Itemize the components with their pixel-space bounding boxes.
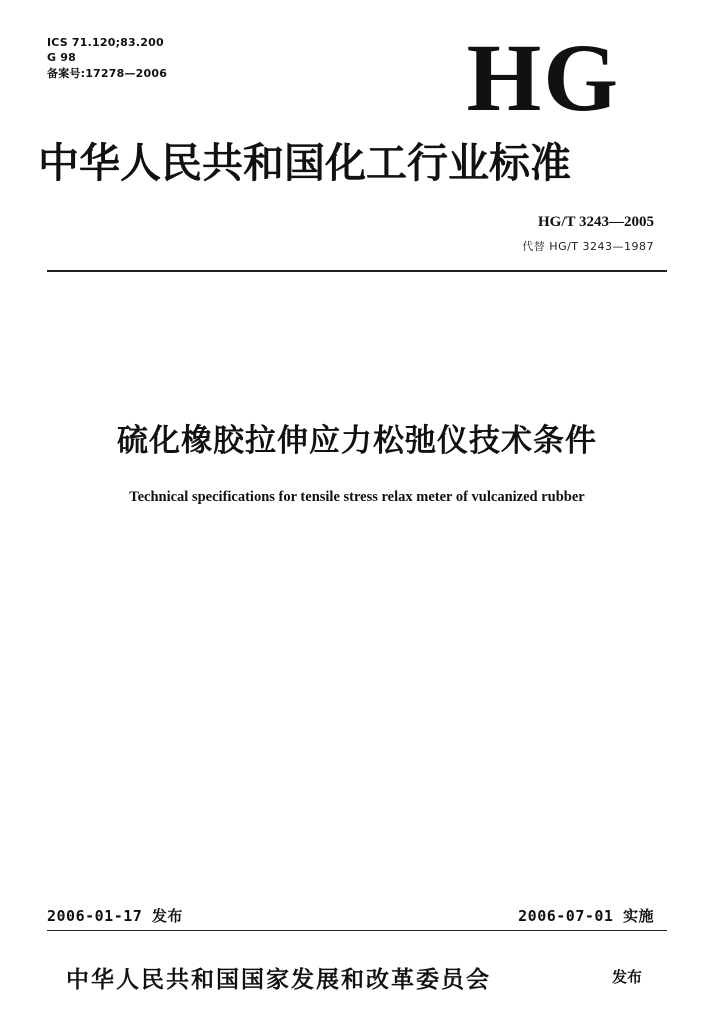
document-title-cn: 硫化橡胶拉伸应力松弛仪技术条件 xyxy=(117,423,597,459)
document-title-en: Technical specifications for tensile stress relax meter of vulcanized rubber xyxy=(129,489,585,505)
header-divider xyxy=(47,270,667,272)
issue-date: 2006-01-17 发布 xyxy=(47,907,183,925)
ics-code: ICS 71.120;83.200 xyxy=(47,36,164,49)
publish-label: 发布 xyxy=(612,968,643,986)
standard-title: 中华人民共和国化工行业标准 xyxy=(38,139,571,187)
hg-logo: HG xyxy=(466,24,620,131)
replaces-standard: 代替 HG/T 3243—1987 xyxy=(522,240,654,253)
publisher-name: 中华人民共和国国家发展和改革委员会 xyxy=(66,966,491,993)
implementation-date: 2006-07-01 实施 xyxy=(518,907,654,925)
filing-number: 备案号:17278—2006 xyxy=(47,67,168,80)
standard-number: HG/T 3243—2005 xyxy=(538,214,654,230)
footer-divider xyxy=(47,930,667,931)
category-code: G 98 xyxy=(47,51,76,64)
